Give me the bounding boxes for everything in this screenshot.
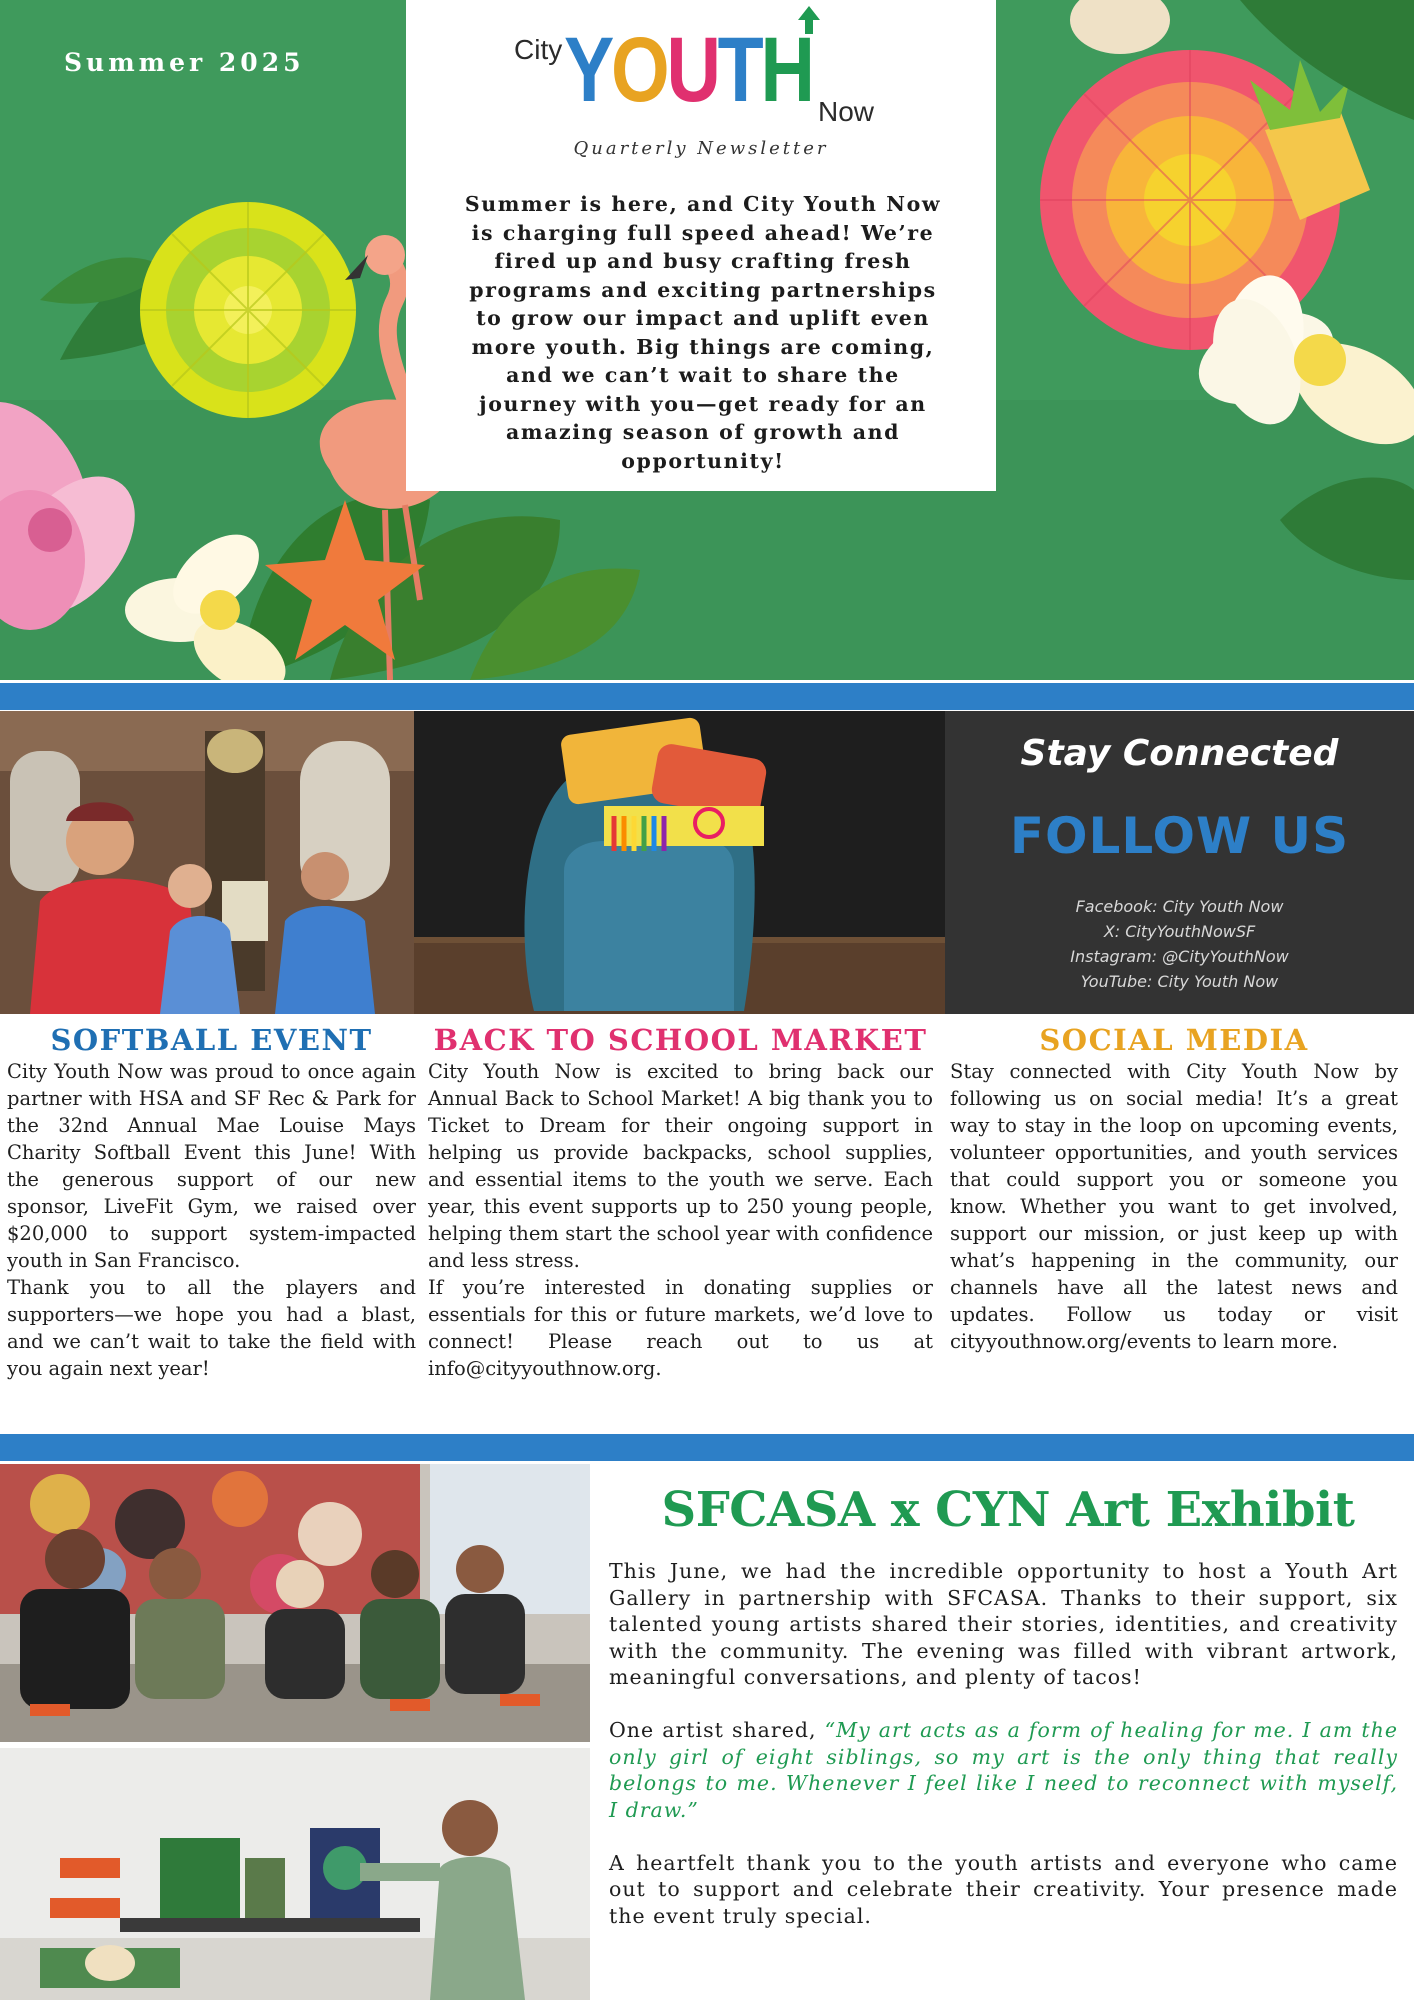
backpack-photo: [414, 711, 945, 1014]
social-media-column: [950, 1022, 1398, 1355]
back-to-school-heading: BACK TO SCHOOL MARKET: [433, 1023, 928, 1057]
youtube-handle[interactable]: YouTube: City Youth Now: [1080, 972, 1279, 991]
city-youth-now-logo: [514, 4, 904, 129]
market-paragraph-1: City Youth Now is excited to bring back our Annual Back to School Market! A big thank you to Ticket to Dream for their ongoing support in helping us provide backpacks, school supplies, and essential items to the youth we serve. Each year, this event supports up to 250 young people, helping them start the school year with confidence and less stress.: [428, 1060, 933, 1272]
newsletter-subtitle: Quarterly Newsletter: [573, 138, 829, 159]
quote-lead-in: One artist shared,: [609, 1718, 825, 1742]
follow-us-heading: FOLLOW US: [1009, 807, 1350, 865]
softball-paragraph-1: City Youth Now was proud to once again partner with HSA and SF Rec & Park for the 32nd Annual Mae Louise Mays Charity Softball Event this June! With the generous support of our new sponsor, LiveFit Gym, we raised over $20,000 to support system-impacted youth in San Francisco.: [7, 1060, 416, 1272]
softball-paragraph-2: Thank you to all the players and supporters—we hope you had a blast, and we can’t wait to take the field with you again next year!: [7, 1276, 416, 1380]
x-handle[interactable]: X: CityYouthNowSF: [1103, 922, 1256, 941]
logo-up-arrow-icon: [796, 4, 822, 34]
softball-event-heading: SOFTBALL EVENT: [50, 1023, 373, 1057]
social-media-heading: SOCIAL MEDIA: [1039, 1023, 1309, 1057]
divider-bar-top: [0, 683, 1414, 710]
intro-paragraph: Summer is here, and City Youth Now is charging full speed ahead! We’re fired up and busy crafting fresh programs and exciting partnerships to grow our impact and uplift even more youth. Big things are coming, and we can’t wait to share the journey with you—get ready for an amazing season of growth and opportunity!: [464, 192, 942, 473]
art-exhibit-paragraph-2: [609, 1717, 1398, 1823]
logo-now-text: Now: [818, 96, 875, 127]
instagram-handle[interactable]: Instagram: @CityYouthNow: [1070, 947, 1289, 966]
social-media-paragraph: Stay connected with City Youth Now by following us on social media! It’s a great way to stay in the loop on upcoming events, volunteer opportunities, and youth services that could support you or someone you know. Whether you want to get involved, support our mission, or just keep up with what’s happening in the community, our channels have all the latest news and updates. Follow us today or visit cityyouthnow.org/events to learn more.: [950, 1060, 1398, 1353]
facebook-handle[interactable]: Facebook: City Youth Now: [1075, 897, 1284, 916]
art-exhibit-title: SFCASA x CYN Art Exhibit: [661, 1482, 1355, 1538]
artist-quote: “My art acts as a form of healing for me. I am the only girl of eight siblings, so my art is the only thing that really belongs to me. Whenever I feel like I need to reconnect with myself, I draw.”: [609, 1718, 1398, 1822]
hero-banner: [0, 0, 1414, 680]
art-exhibit-paragraph-3: A heartfelt thank you to the youth artists and everyone who came out to support and celebrate their creativity. Your presence made the event truly special.: [609, 1850, 1398, 1928]
logo-city-text: City: [514, 34, 563, 65]
market-paragraph-2: If you’re interested in donating supplies or essentials for this or future markets, we’d love to connect! Please reach out to us at info@cityyouthnow.org.: [428, 1276, 933, 1380]
art-exhibit-paragraph-1: This June, we had the incredible opportunity to host a Youth Art Gallery in partnership with SFCASA. Thanks to their support, six talented young artists shared their stories, identities, and creativity with the community. The evening was filled with vibrant artwork, meaningful conversations, and plenty of tacos!: [609, 1559, 1398, 1689]
softball-trophy-photo: [0, 711, 414, 1014]
intro-card: [406, 0, 996, 491]
art-exhibit-body: [609, 1558, 1398, 1956]
logo-youth-text: YOUTH: [564, 19, 812, 121]
stay-connected-heading: Stay Connected: [1020, 733, 1339, 774]
season-label: Summer 2025: [64, 48, 305, 77]
follow-us-box: [945, 711, 1414, 1014]
back-to-school-column: [428, 1022, 933, 1382]
art-exhibit-artist-photo: [0, 1748, 590, 2000]
social-handles-list: [945, 894, 1414, 994]
art-exhibit-group-photo: [0, 1464, 590, 1742]
softball-event-column: [7, 1022, 416, 1382]
divider-bar-bottom: [0, 1434, 1414, 1461]
